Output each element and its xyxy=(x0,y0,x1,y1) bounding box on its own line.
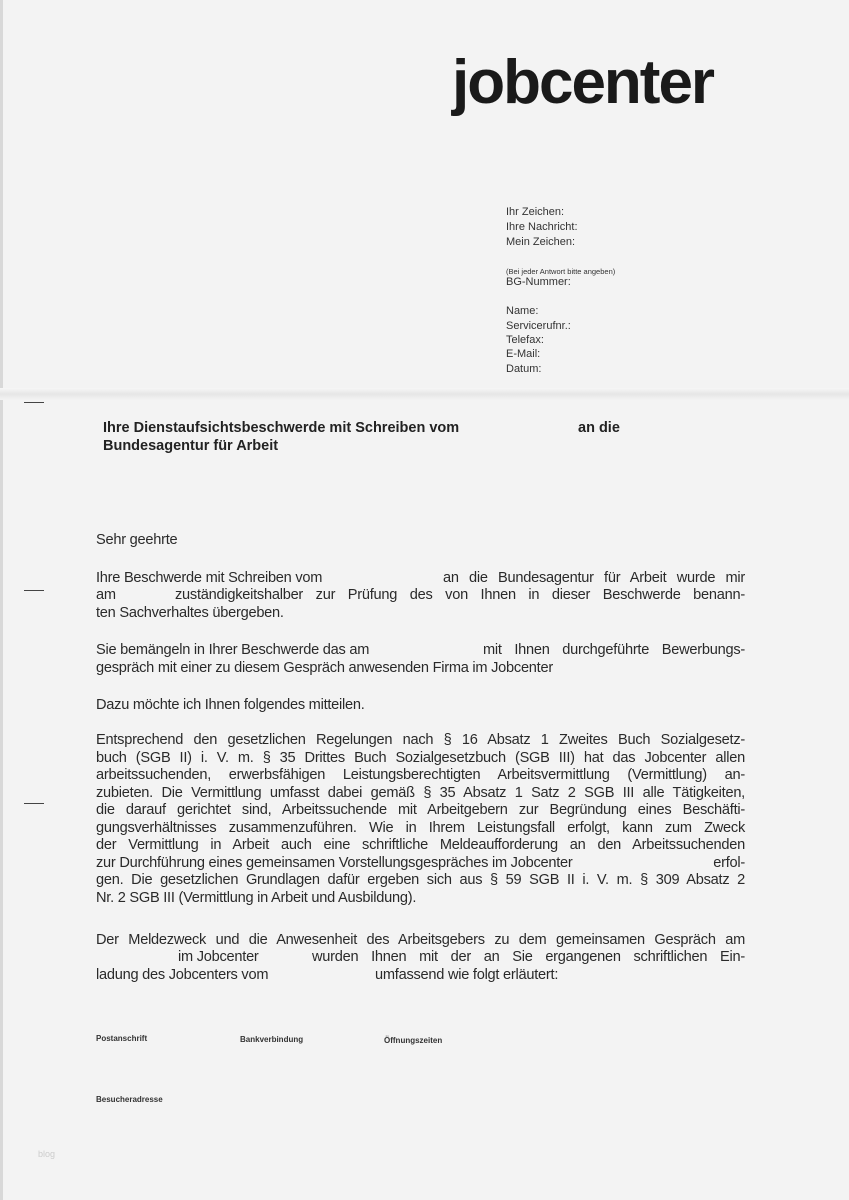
bg-nummer-label: BG-Nummer: xyxy=(506,276,571,288)
scan-edge xyxy=(0,0,3,1200)
text-line: umfassend wie folgt erläutert: xyxy=(375,967,559,983)
text-line: zuständigkeitshalber zur Prüfung des von Ihnen in dieser Beschwerde benann- xyxy=(175,587,745,603)
text-line: ten Sachverhaltes übergeben. xyxy=(96,605,284,621)
mein-zeichen-label: Mein Zeichen: xyxy=(506,236,576,248)
text-line: erfol- xyxy=(713,855,745,871)
subject-line: Ihre Dienstaufsichtsbeschwerde mit Schreiben vom xyxy=(103,420,460,436)
name-label: Name: xyxy=(506,305,539,317)
subject-line: Bundesagentur für Arbeit xyxy=(103,438,279,454)
text-line: gen. Die gesetzlichen Grundlagen dafür ergeben sich aus § 59 SGB II i. V. m. § 309 Absatz 2 xyxy=(96,872,745,888)
telefax-label: Telefax: xyxy=(506,334,544,346)
watermark: blog xyxy=(38,1149,56,1159)
text-line: gespräch mit einer zu diesem Gespräch anwesenden Firma im Jobcenter xyxy=(96,660,553,676)
text-line: zur Durchführung eines gemeinsamen Vorstellungsgespräches im Jobcenter xyxy=(96,855,573,871)
text-line: Ihre Beschwerde mit Schreiben vom xyxy=(96,570,323,586)
jobcenter-logo: jobcenter xyxy=(452,48,714,117)
datum-label: Datum: xyxy=(506,363,542,375)
besucheradresse-label: Besucheradresse xyxy=(96,1095,163,1104)
text-line: ladung des Jobcenters vom xyxy=(96,967,269,983)
text-line: zubieten. Die Vermittlung umfasst dabei gemäß § 35 Absatz 1 Satz 2 SGB III alle Tätigkeiten, xyxy=(96,785,745,801)
text-line: buch (SGB II) i. V. m. § 35 Drittes Buch Sozialgesetzbuch (SGB III) hat das Jobcenter allen xyxy=(96,750,745,766)
text-line: Sie bemängeln in Ihrer Beschwerde das am xyxy=(96,642,370,658)
email-label: E-Mail: xyxy=(506,348,541,360)
ihre-nachricht-label: Ihre Nachricht: xyxy=(506,221,578,233)
text-line: gungsverhältnisses zusammenzuführen. Wie in Ihrem Leistungsfall erfolgt, kann zum Zweck xyxy=(96,820,745,836)
text-line: Nr. 2 SGB III (Vermittlung in Arbeit und Ausbildung). xyxy=(96,890,417,906)
reply-hint: (Bei jeder Antwort bitte angeben) xyxy=(506,267,616,276)
text-line: am xyxy=(96,587,116,603)
text-line: arbeitssuchenden, erwerbsfähigen Leistungsberechtigten Arbeitsvermittlung (Vermittlung) an- xyxy=(96,767,745,783)
paper-fold xyxy=(0,388,849,400)
subject-line: an die xyxy=(578,420,620,436)
postanschrift-label: Postanschrift xyxy=(96,1034,148,1043)
text-line: im Jobcenter xyxy=(178,949,259,965)
fold-mark xyxy=(24,590,44,591)
text-line: an die Bundesagentur für Arbeit wurde mir xyxy=(443,570,745,586)
text-line: Entsprechend den gesetzlichen Regelungen nach § 16 Absatz 1 Zweites Buch Sozialgesetz- xyxy=(96,732,745,748)
salutation: Sehr geehrte xyxy=(96,532,178,548)
text-line: mit Ihnen durchgeführte Bewerbungs- xyxy=(483,642,745,658)
servicerufnr-label: Servicerufnr.: xyxy=(506,320,571,332)
oeffnungszeiten-label: Öffnungszeiten xyxy=(384,1036,443,1045)
text-line: Der Meldezweck und die Anwesenheit des Arbeitsgebers zu dem gemeinsamen Gespräch am xyxy=(96,932,745,948)
text-line: wurden Ihnen mit der an Sie ergangenen schriftlichen Ein- xyxy=(312,949,745,965)
punch-mark xyxy=(24,803,44,804)
paragraph-3: Dazu möchte ich Ihnen folgendes mitteilen. xyxy=(96,697,365,713)
bankverbindung-label: Bankverbindung xyxy=(240,1035,304,1044)
text-line: die darauf gerichtet sind, Arbeitssuchende mit Arbeitgebern zur Begründung eines Beschäfti- xyxy=(96,802,745,818)
ihr-zeichen-label: Ihr Zeichen: xyxy=(506,206,565,218)
fold-mark xyxy=(24,402,44,403)
text-line: der Vermittlung in Arbeit auch eine schriftliche Meldeaufforderung an den Arbeitssuchenden xyxy=(96,837,745,853)
